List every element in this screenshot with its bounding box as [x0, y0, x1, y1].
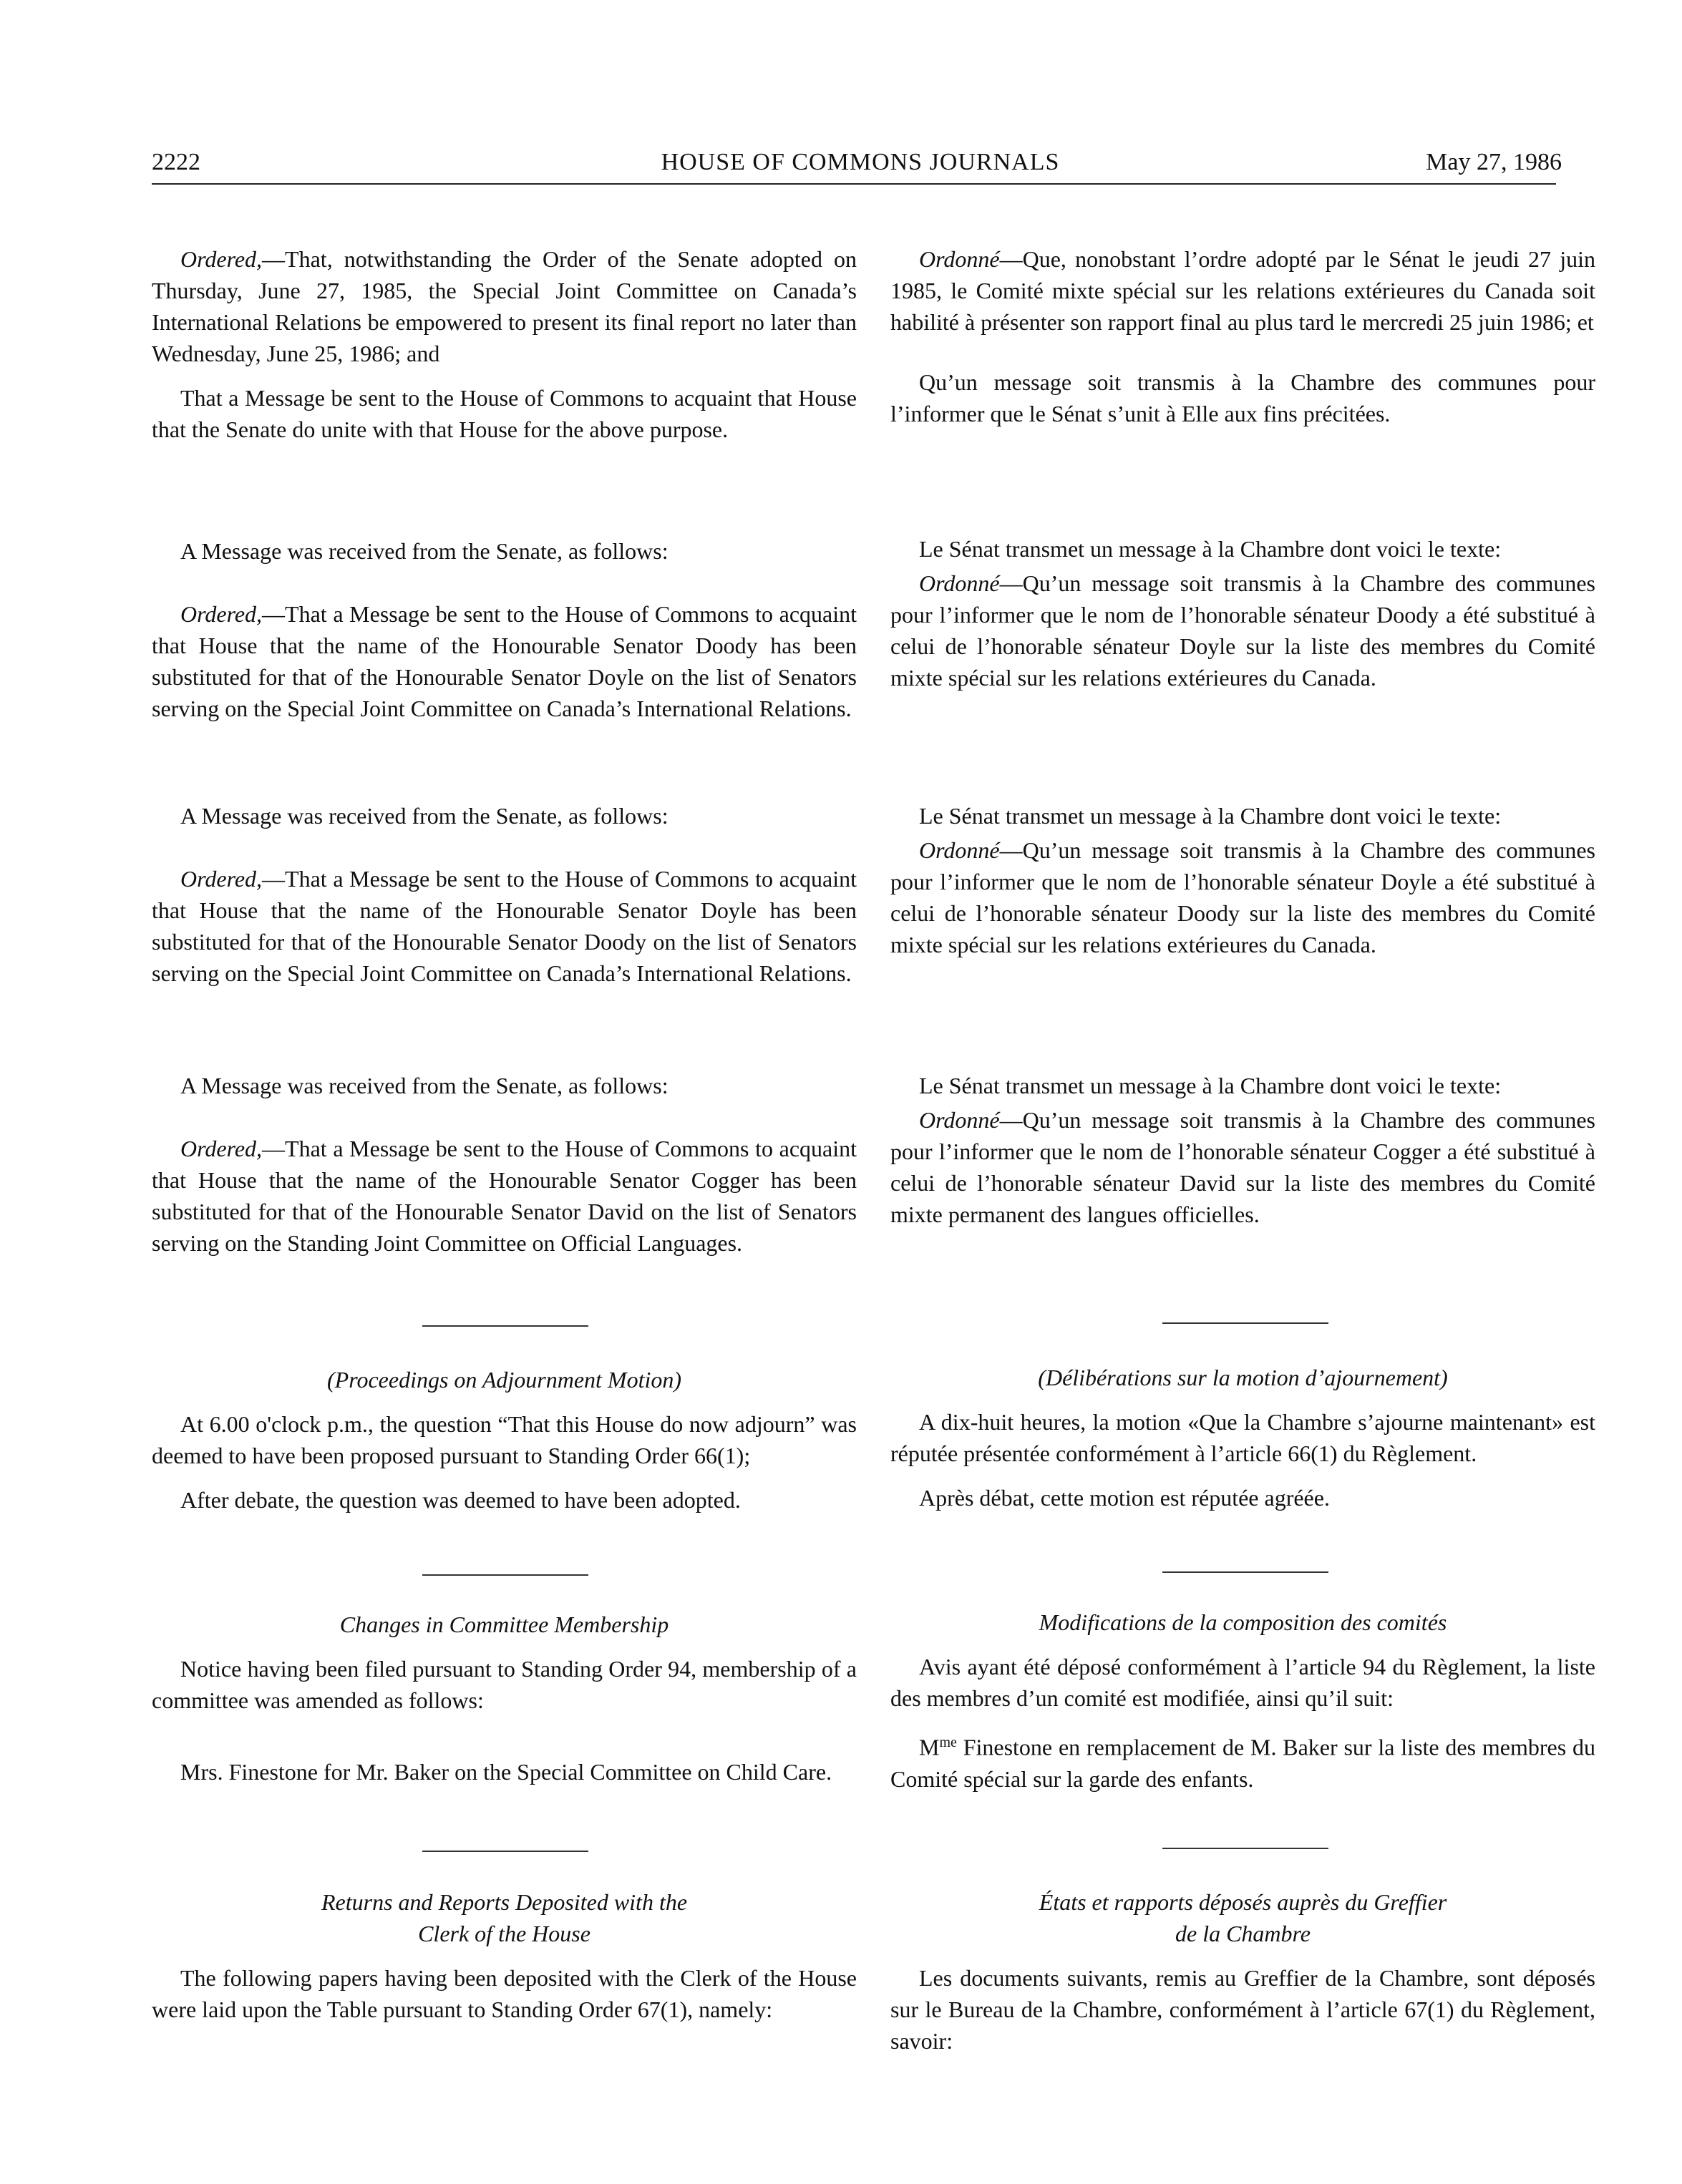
en-returns-p1: The following papers having been deposited with the Clerk of the House were laid upon the Table pursuant to Standing Order 67(1), namely: [152, 1965, 857, 2022]
fr-message-2-ordered: Ordonné [919, 837, 1000, 863]
fr-returns-heading-1: États et rapports déposés auprès du Greffier [1039, 1889, 1447, 1915]
fr-message-paragraph: Qu’un message soit transmis à la Chambre des communes pour l’informer que le Sénat s’unit à Elle aux fins précitées. [890, 369, 1595, 426]
en-committee-heading: Changes in Committee Membership [339, 1612, 669, 1637]
fr-returns-section [890, 1886, 1595, 2057]
fr-separator-2 [1162, 1571, 1328, 1573]
fr-message-3-text: —Qu’un message soit transmis à la Chambre des communes pour l’informer que le nom de l’honorable sénateur Cogger a été substitué à celui de l’honorable sénateur David sur la liste des membres du Comité mixte permanent des langues officielles. [890, 1107, 1595, 1227]
en-message-1-text: —That a Message be sent to the House of Commons to acquaint that House that the name of the Honourable Senator Doody has been substituted for that of the Honourable Senator Doyle on the list of Senators serving on the Special Joint Committee on Canada’s International Relations. [152, 601, 857, 721]
en-returns-heading-2: Clerk of the House [418, 1921, 590, 1946]
en-separator-2 [422, 1574, 588, 1576]
fr-message-3 [890, 1070, 1595, 1230]
en-message-3 [152, 1070, 857, 1259]
fr-message-1-ordered: Ordonné [919, 570, 1000, 596]
header-rule [152, 183, 1556, 185]
en-returns-heading-1: Returns and Reports Deposited with the [321, 1889, 688, 1915]
en-message-2-text: —That a Message be sent to the House of Commons to acquaint that House that the name of the Honourable Senator Doyle has been substituted for that of the Honourable Senator Doody on the list of Senators serving on the Special Joint Committee on Canada’s International Relations. [152, 866, 857, 986]
fr-message-3-intro: Le Sénat transmet un message à la Chambre dont voici le texte: [919, 1073, 1502, 1098]
en-message-1-ordered: Ordered, [180, 601, 263, 627]
en-committee-section [152, 1609, 857, 1788]
en-adjournment-heading: (Proceedings on Adjournment Motion) [326, 1367, 682, 1393]
fr-ordered-label: Ordonné [919, 246, 1000, 272]
fr-message-1-intro: Le Sénat transmet un message à la Chambre dont voici le texte: [919, 536, 1502, 562]
page-number: 2222 [152, 149, 200, 175]
fr-committee-p2 [890, 1727, 1595, 1795]
fr-message-2-text: —Qu’un message soit transmis à la Chambre des communes pour l’informer que le nom de l’honorable sénateur Doyle a été substitué à celui de l’honorable sénateur Doody sur la liste des membres du Comité mixte spécial sur les relations extérieures du Canada. [890, 837, 1595, 957]
en-message-3-text: —That a Message be sent to the House of Commons to acquaint that House that the name of the Honourable Senator Cogger has been substituted for that of the Honourable Senator David on the list of Senators serving on the Standing Joint Committee on Official Languages. [152, 1136, 857, 1256]
fr-committee-p2-sup: me [939, 1735, 957, 1750]
en-returns-section [152, 1886, 857, 2025]
en-committee-p1: Notice having been filed pursuant to Standing Order 94, membership of a committee was amended as follows: [152, 1656, 857, 1713]
en-order-text: —That, notwithstanding the Order of the Senate adopted on Thursday, June 27, 1985, the Special Joint Committee on Canada’s International Relations be empowered to present its final report no later than Wednesday, June 25, 1986; and [152, 246, 857, 366]
fr-message-3-ordered: Ordonné [919, 1107, 1000, 1133]
fr-adjournment-heading: (Délibérations sur la motion d’ajournement) [1038, 1365, 1448, 1390]
en-message-2 [152, 800, 857, 989]
fr-committee-p2-mme: M [919, 1734, 940, 1760]
en-message-1-intro: A Message was received from the Senate, as follows: [180, 538, 669, 564]
fr-order-text: —Que, nonobstant l’ordre adopté par le Sénat le jeudi 27 juin 1985, le Comité mixte spécial sur les relations extérieures du Canada soit habilité à présenter son rapport final au plus tard le mercredi 25 juin 1986; et [890, 246, 1595, 335]
page-header [152, 143, 1569, 186]
page-date: May 27, 1986 [1426, 149, 1562, 175]
en-separator-1 [422, 1325, 588, 1327]
journal-title: HOUSE OF COMMONS JOURNALS [661, 149, 1060, 175]
fr-committee-heading: Modifications de la composition des comités [1039, 1609, 1447, 1635]
en-adjournment-section [152, 1364, 857, 1516]
en-adjournment-p2: After debate, the question was deemed to have been adopted. [180, 1487, 741, 1513]
fr-adjournment-p1: A dix-huit heures, la motion «Que la Chambre s’ajourne maintenant» est réputée présentée conformément à l’article 66(1) du Règlement. [890, 1409, 1595, 1466]
en-message-2-ordered: Ordered, [180, 866, 263, 892]
en-message-paragraph: That a Message be sent to the House of Commons to acquaint that House that the Senate do unite with that House for the above purpose. [152, 385, 857, 442]
en-message-3-intro: A Message was received from the Senate, as follows: [180, 1073, 669, 1098]
fr-committee-p2-text: Finestone en remplacement de M. Baker sur la liste des membres du Comité spécial sur la garde des enfants. [890, 1734, 1595, 1792]
en-separator-3 [422, 1851, 588, 1852]
fr-order-block [890, 243, 1595, 429]
fr-message-1-text: —Qu’un message soit transmis à la Chambre des communes pour l’informer que le nom de l’honorable sénateur Doody a été substitué à celui de l’honorable sénateur Doyle sur la liste des membres du Comité mixte spécial sur les relations extérieures du Canada. [890, 570, 1595, 691]
fr-adjournment-p2: Après débat, cette motion est réputée agréée. [919, 1485, 1330, 1511]
en-committee-p2: Mrs. Finestone for Mr. Baker on the Special Committee on Child Care. [180, 1759, 832, 1785]
fr-returns-heading-2: de la Chambre [1175, 1921, 1311, 1946]
fr-separator-1 [1162, 1322, 1328, 1324]
en-ordered-label: Ordered, [180, 246, 263, 272]
fr-adjournment-section [890, 1362, 1595, 1513]
en-message-2-intro: A Message was received from the Senate, as follows: [180, 803, 669, 829]
fr-message-2 [890, 800, 1595, 960]
fr-committee-p1: Avis ayant été déposé conformément à l’article 94 du Règlement, la liste des membres d’un comité est modifiée, ainsi qu’il suit: [890, 1654, 1595, 1711]
en-message-3-ordered: Ordered, [180, 1136, 263, 1161]
en-order-block [152, 243, 857, 445]
en-adjournment-p1: At 6.00 o'clock p.m., the question “That this House do now adjourn” was deemed to have been proposed pursuant to Standing Order 66(1); [152, 1411, 857, 1468]
fr-separator-3 [1162, 1848, 1328, 1849]
fr-message-2-intro: Le Sénat transmet un message à la Chambre dont voici le texte: [919, 803, 1502, 829]
fr-message-1 [890, 533, 1595, 693]
fr-committee-section [890, 1607, 1595, 1795]
en-message-1 [152, 535, 857, 724]
fr-returns-p1: Les documents suivants, remis au Greffier de la Chambre, sont déposés sur le Bureau de la Chambre, conformément à l’article 67(1) du Règlement, savoir: [890, 1965, 1595, 2054]
